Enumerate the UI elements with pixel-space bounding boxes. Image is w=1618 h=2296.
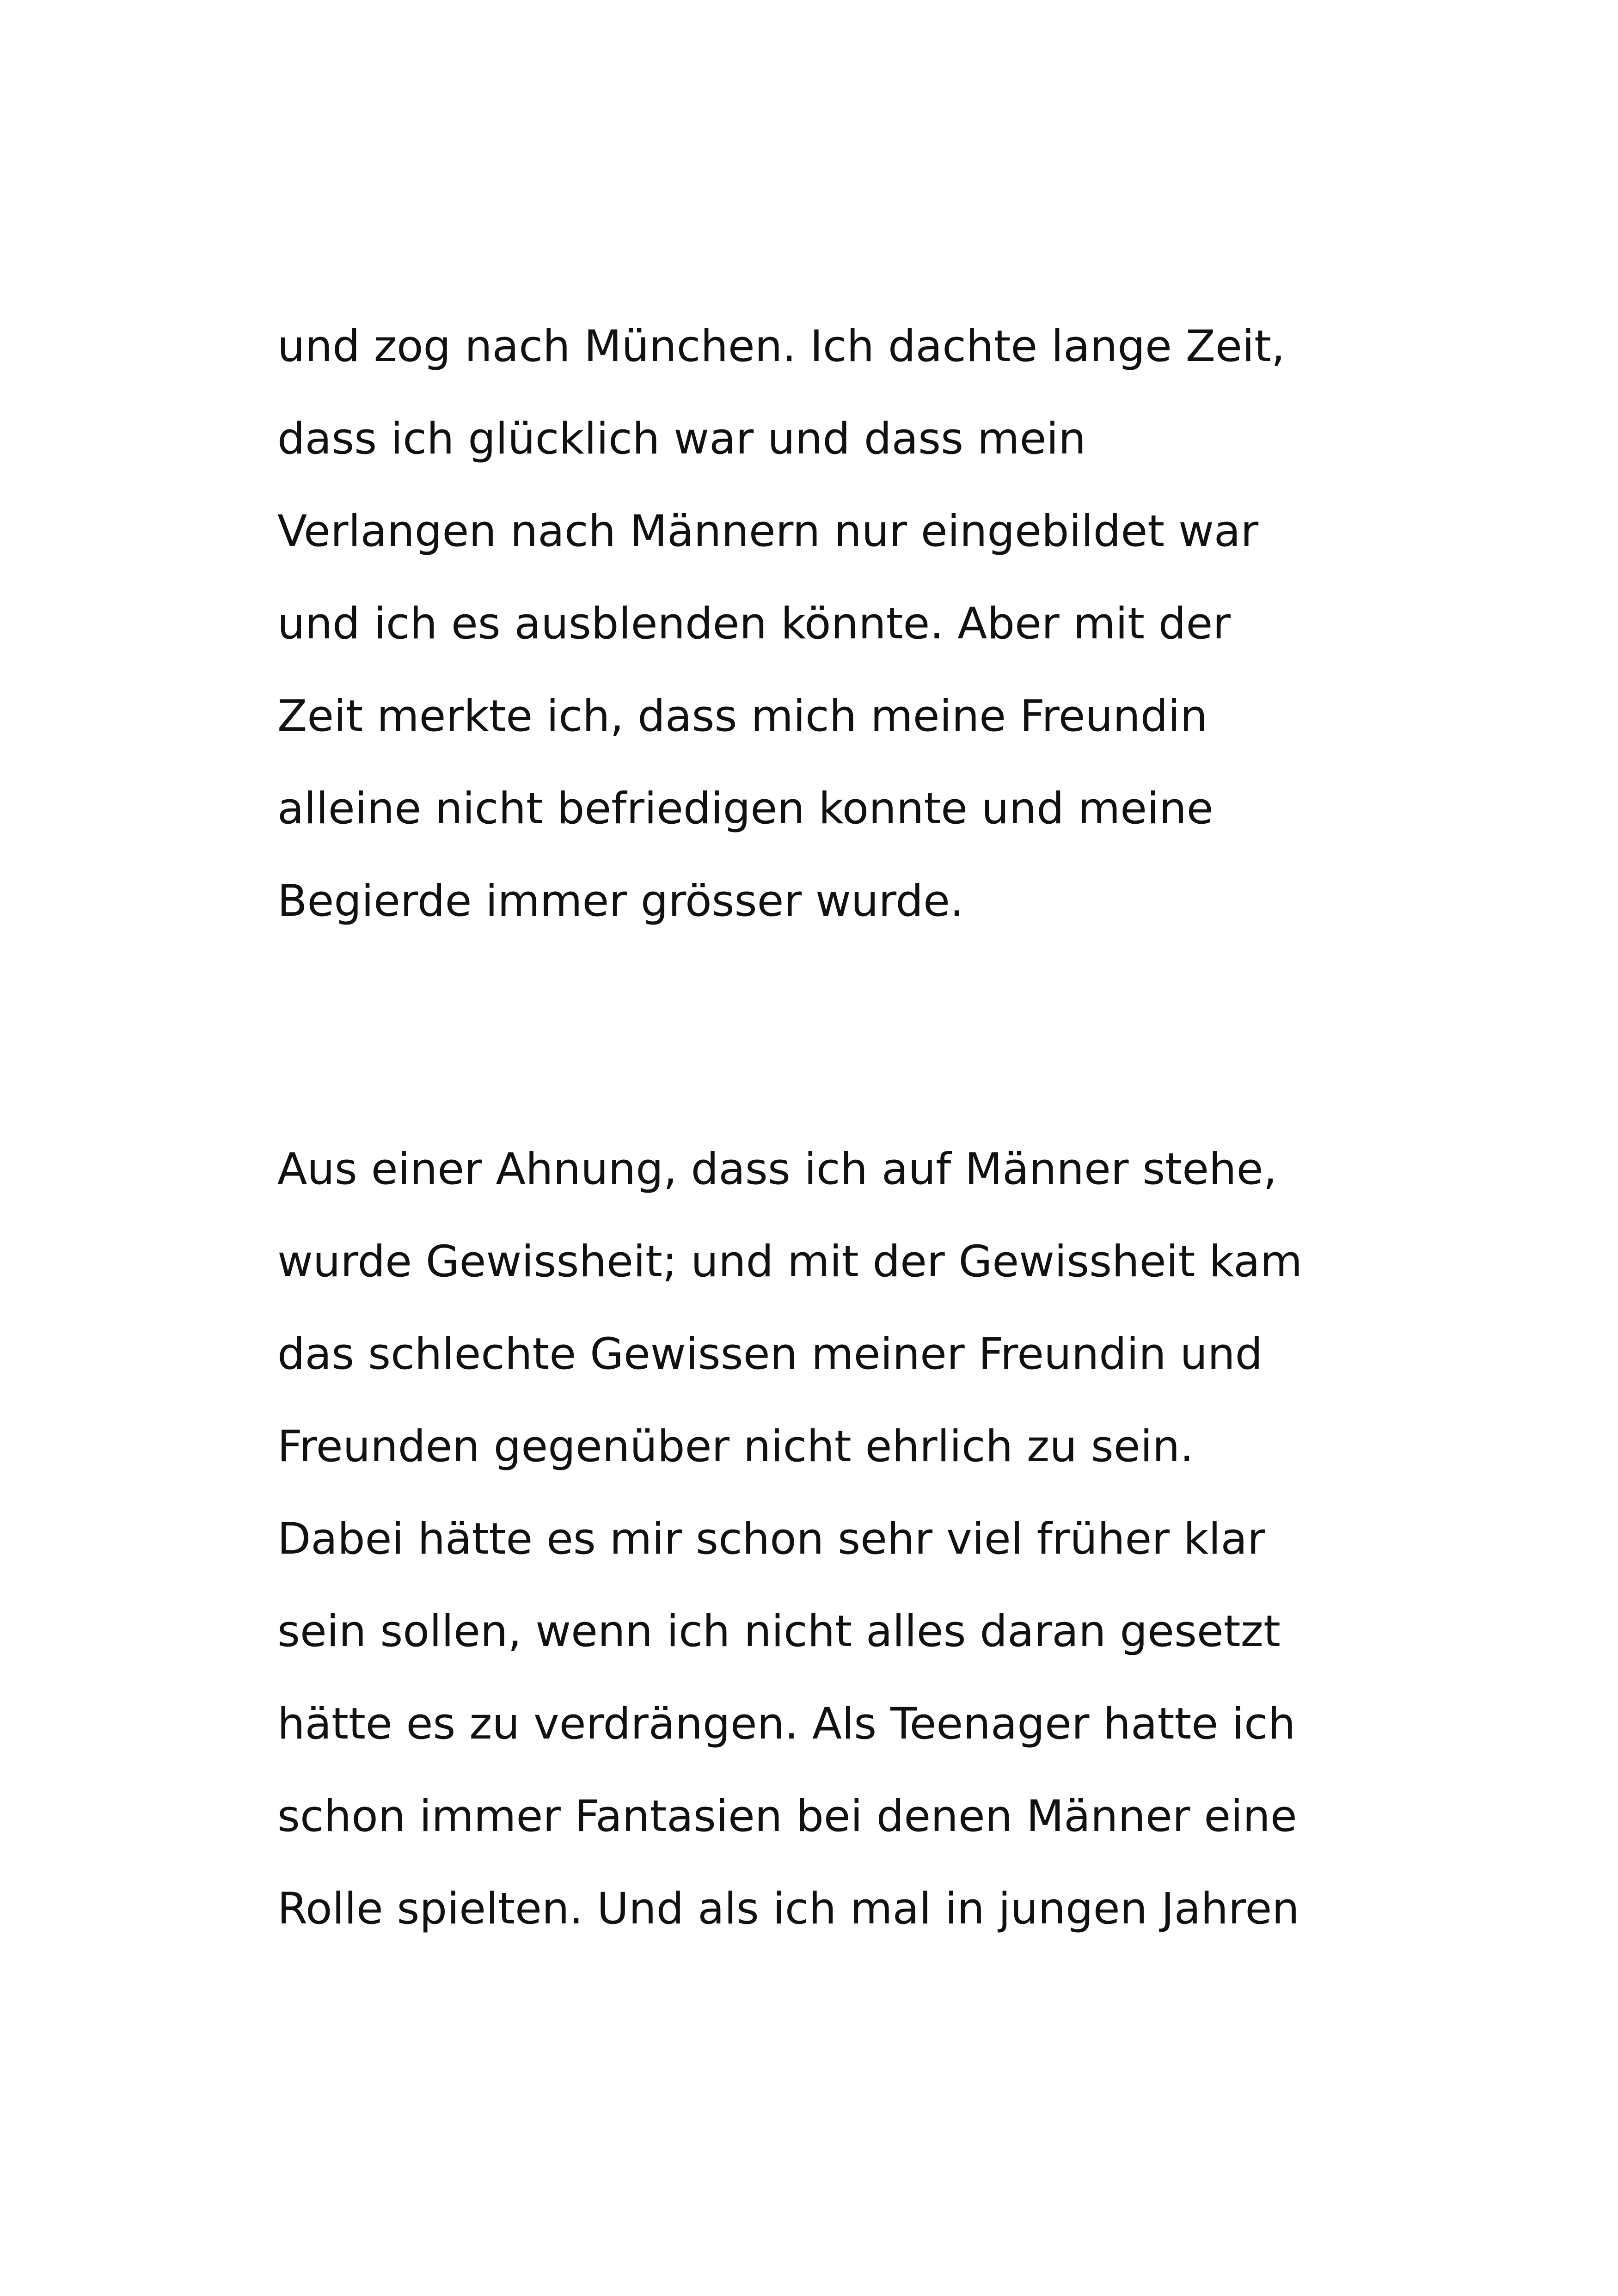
text-line: und ich es ausblenden könnte. Aber mit der <box>277 599 1231 649</box>
text-line: sein sollen, wenn ich nicht alles daran gesetzt <box>277 1606 1281 1657</box>
text-line: Begierde immer grösser wurde. <box>277 876 964 926</box>
text-line: Dabei hätte es mir schon sehr viel früher klar <box>277 1514 1265 1564</box>
text-line: dass ich glücklich war und dass mein <box>277 414 1086 464</box>
text-line: Rolle spielten. Und als ich mal in jungen Jahren <box>277 1884 1299 1934</box>
text-line: das schlechte Gewissen meiner Freundin und <box>277 1329 1263 1379</box>
text-line: hätte es zu verdrängen. Als Teenager hatte ich <box>277 1699 1296 1749</box>
text-line: Aus einer Ahnung, dass ich auf Männer stehe, <box>277 1144 1277 1194</box>
paragraph <box>277 300 1387 948</box>
text-line: und zog nach München. Ich dachte lange Zeit, <box>277 321 1285 372</box>
text-line: Zeit merkte ich, dass mich meine Freundin <box>277 691 1208 741</box>
text-line: Freunden gegenüber nicht ehrlich zu sein. <box>277 1421 1194 1472</box>
text-line: Verlangen nach Männern nur eingebildet war <box>277 506 1259 557</box>
paragraph <box>277 1123 1387 1955</box>
text-line: wurde Gewissheit; und mit der Gewissheit kam <box>277 1237 1303 1287</box>
text-line: alleine nicht befriedigen konnte und meine <box>277 784 1214 834</box>
text-line: schon immer Fantasien bei denen Männer eine <box>277 1791 1297 1842</box>
